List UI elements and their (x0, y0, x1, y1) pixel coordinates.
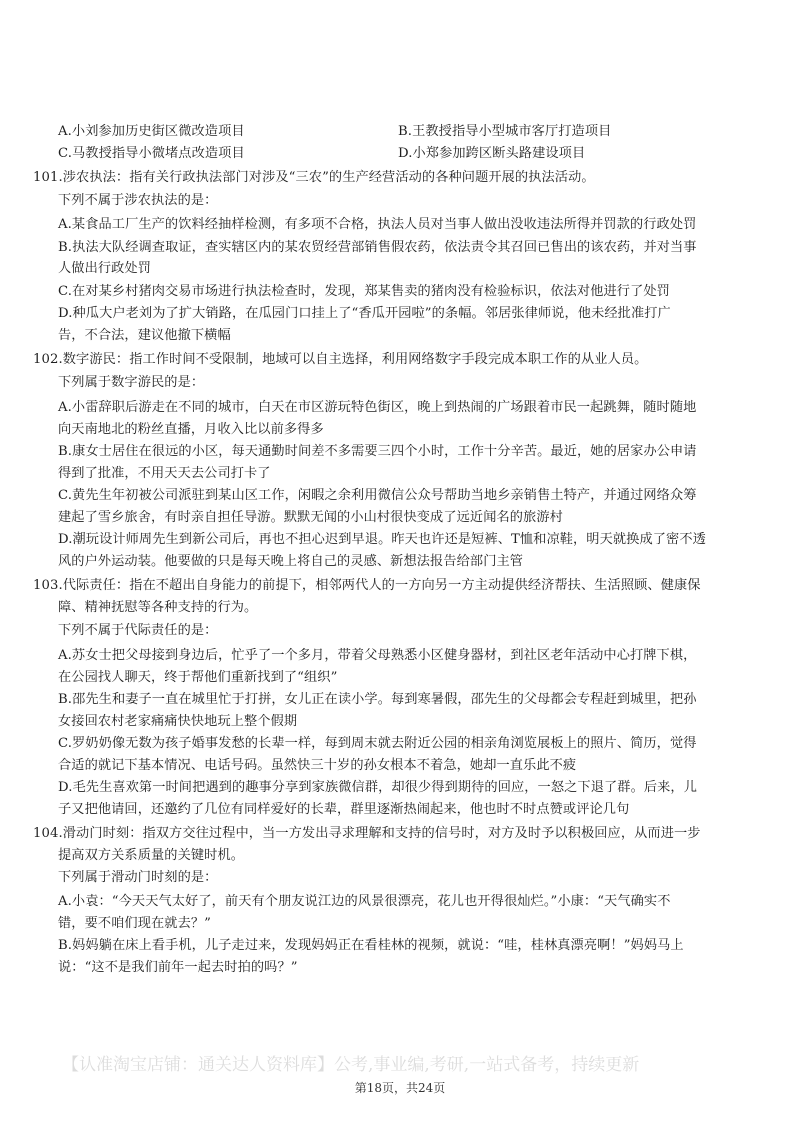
question-stem: 104.滑动门时刻：指双方交往过程中，当一方发出寻求理解和支持的信号时，对方及时予以积极回应，从而进一步 (33, 826, 701, 841)
option-b: B.妈妈躺在床上看手机，儿子走过来，发现妈妈正在看桂林的视频，就说：“哇，桂林真漂亮啊！”妈妈马上 (58, 938, 684, 953)
question-stem: 102.数字游民：指工作时间不受限制，地域可以自主选择，利用网络数字手段完成本职工作的从业人员。 (33, 352, 648, 367)
prev-option-c: C.马教授指导小微堵点改造项目 (58, 146, 245, 161)
option-c-cont: 合适的就记下基本情况、电话号码。虽然快三十岁的孙女根本不着急，她却一直乐此不疲 (58, 758, 577, 773)
question-stem-cont: 障、精神抚慰等各种支持的行为。 (58, 600, 258, 615)
option-d: D.种瓜大户老刘为了扩大销路，在瓜园门口挂上了“香瓜开园啦”的条幅。邻居张律师说，他未经批准打广 (58, 306, 671, 321)
option-a: A.小雷辞职后游走在不同的城市，白天在市区游玩特色街区，晚上到热闹的广场跟着市民一起跳舞，随时随地 (58, 400, 697, 415)
option-d-cont: 告，不合法，建议他撤下横幅 (58, 328, 231, 343)
question-prompt: 下列不属于涉农执法的是： (58, 193, 218, 208)
prev-option-a: A.小刘参加历史街区微改造项目 (58, 124, 245, 139)
option-b-cont: 说：“这不是我们前年一起去时拍的吗？” (58, 960, 298, 975)
option-a-cont: 向天南地北的粉丝直播，月收入比以前多得多 (58, 422, 324, 437)
option-a: A.苏女士把父母接到身边后，忙乎了一个多月，带着父母熟悉小区健身器材，到社区老年活动中心打牌下棋， (58, 648, 697, 663)
option-b-cont: 得到了批准，不用天天去公司打卡了 (58, 466, 271, 481)
option-d-cont: 风的户外运动装。他要做的只是每天晚上将自己的灵感、新想法报告给部门主管 (58, 554, 524, 569)
option-d-cont: 子又把他请回，还邀约了几位有同样爱好的长辈，群里逐渐热闹起来，他也时不时点赞或评论几句 (58, 802, 630, 817)
option-b: B.执法大队经调查取证，查实辖区内的某农贸经营部销售假农药，依法责令其召回已售出的该农药，并对当事 (58, 240, 697, 255)
option-c-cont: 建起了雪乡旅舍，有时亲自担任导游。默默无闻的小山村很快变成了远近闻名的旅游村 (58, 510, 563, 525)
option-b-cont: 女接回农村老家痛痛快快地玩上整个假期 (58, 714, 298, 729)
option-a-cont: 错，要不咱们现在就去？” (58, 916, 212, 931)
prev-option-d: D.小郑参加跨区断头路建设项目 (398, 146, 586, 161)
option-b: B.康女士居住在很远的小区，每天通勤时间差不多需要三四个小时，工作十分辛苦。最近，她的居家办公申请 (58, 444, 697, 459)
option-c: C.罗奶奶像无数为孩子婚事发愁的长辈一样，每到周末就去附近公园的相亲角浏览展板上的照片、简历，觉得 (58, 736, 697, 751)
option-a: A.某食品工厂生产的饮料经抽样检测，有多项不合格，执法人员对当事人做出没收违法所得并罚款的行政处罚 (58, 217, 697, 232)
prev-option-b: B.王教授指导小型城市客厅打造项目 (398, 124, 612, 139)
question-stem: 101.涉农执法：指有关行政执法部门对涉及“三农”的生产经营活动的各种问题开展的执法活动。 (33, 170, 595, 185)
option-c: C.黄先生年初被公司派驻到某山区工作，闲暇之余利用微信公众号帮助当地乡亲销售土特产，并通过网络众筹 (58, 488, 697, 503)
option-b-cont: 人做出行政处罚 (58, 261, 152, 276)
option-d: D.毛先生喜欢第一时间把遇到的趣事分享到家族微信群，却很少得到期待的回应，一怒之下退了群。后来，儿 (58, 780, 698, 795)
question-stem: 103.代际责任：指在不超出自身能力的前提下，相邻两代人的一方向另一方主动提供经济帮扶、生活照顾、健康保 (33, 578, 701, 593)
question-stem-cont: 提高双方关系质量的关键时机。 (58, 848, 245, 863)
watermark-text: 【认准淘宝店铺：通关达人资料库】公考,事业编,考研,一站式备考，持续更新 (62, 1055, 640, 1075)
option-a: A.小袁：“今天天气太好了，前天有个朋友说江边的风景很漂亮，花儿也开得很灿烂。”小康：“天气确实不 (58, 894, 671, 909)
option-b: B.邵先生和妻子一直在城里忙于打拼，女儿正在读小学。每到寒暑假，邵先生的父母都会专程赶到城里，把孙 (58, 692, 697, 707)
question-prompt: 下列属于数字游民的是： (58, 375, 205, 390)
question-prompt: 下列不属于代际责任的是： (58, 623, 218, 638)
question-prompt: 下列属于滑动门时刻的是： (58, 870, 218, 885)
option-d: D.潮玩设计师周先生到新公司后，再也不担心迟到早退。昨天也许还是短裤、T恤和凉鞋，明天就换成了密不透 (58, 532, 706, 547)
option-c: C.在对某乡村猪肉交易市场进行执法检查时，发现，郑某售卖的猪肉没有检验标识，依法对他进行了处罚 (58, 284, 670, 299)
option-a-cont: 在公园找人聊天，终于帮他们重新找到了“组织” (58, 670, 338, 685)
page-number: 第18页，共24页 (354, 1081, 446, 1095)
